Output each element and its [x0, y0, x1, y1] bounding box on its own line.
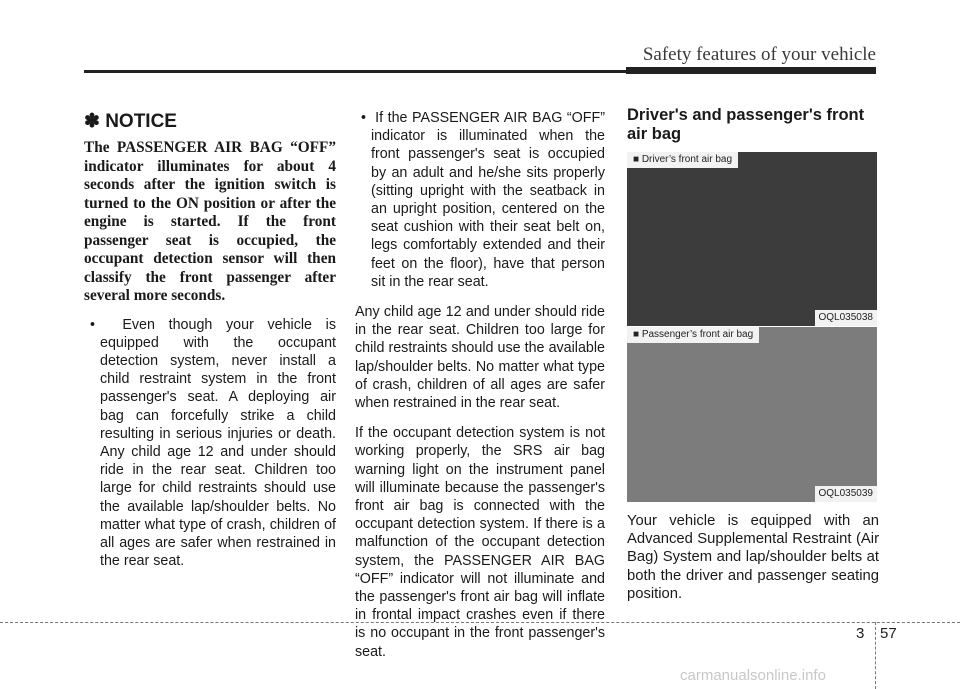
- page-number: 57: [880, 625, 897, 642]
- footer-divider: [875, 622, 877, 689]
- figure-passenger-air-bag: [627, 327, 877, 502]
- notice-body: The PASSENGER AIR BAG “OFF” indicator illuminates for about 4 seconds after the ignition switch is turned to the ON position or after the engine is started. If the front passenger seat is occupied, the occupant detection sensor will then classify the front passenger after several more seconds.: [84, 139, 336, 304]
- figure-code: OQL035039: [815, 486, 878, 502]
- notice-bullet-1: • Even though your vehicle is equipped with the occupant detection system, never install a child restraint system in the front passenger's seat. A deploying air bag can forcefully strike a child resulting in serious injuries or death. Any child age 12 and under should ride in the rear seat. Children too large for child restraints should use the available lap/shoulder belts. No matter what type of crash, children of all ages are safer when restrained in the rear seat.: [90, 316, 337, 570]
- column-right: [627, 106, 879, 615]
- paragraph-child-seating: Any child age 12 and under should ride in the rear seat. Children too large for child restraints should use the available lap/shoulder belts. No matter what type of crash, children of all ages are safer when restrained in the rear seat.: [355, 304, 605, 412]
- bullet-text: If the PASSENGER AIR BAG “OFF” indicator is illuminated when the front passenger's seat is occupied by an adult and he/she sits properly (sitting upright with the seatback in an upright position, centered on the seat cushion with their seat belt on, legs comfortably extended and their feet on the floor), have that person sit in the rear seat.: [371, 110, 605, 290]
- figure-code: OQL035038: [815, 310, 878, 326]
- section-body: Your vehicle is equipped with an Advanced Supplemental Restraint (Air Bag) System and lap/shoulder belts at both the driver and passenger seating position.: [627, 513, 879, 602]
- header-bar: [626, 67, 876, 74]
- paragraph-ods-malfunction: If the occupant detection system is not working properly, the SRS air bag warning light on the instrument panel will illuminate because the passenger's front air bag is connected with the occupant detection system. If there is a malfunction of the occupant detection system, the PASSENGER AIR BAG “OFF” indicator will not illuminate and the passenger's front air bag will inflate in frontal impact crashes even if there is no occupant in the front passenger's seat.: [355, 425, 605, 660]
- chapter-number: 3: [856, 625, 865, 642]
- figure-caption: ■ Driver’s front air bag: [627, 152, 738, 168]
- notice-heading: ✽ NOTICE: [84, 111, 177, 132]
- column-left: [84, 110, 336, 582]
- section-heading: Driver's and passenger's front air bag: [627, 106, 865, 143]
- bullet-text: Even though your vehicle is equipped with the occupant detection system, never install a child restraint system in the front passenger's seat. A deploying air bag can forcefully strike a child resulting in serious injuries or death. Any child age 12 and under should ride in the rear seat. Children too large for child restraints should use the available lap/shoulder belts. No matter what type of crash, children of all ages are safer when restrained in the rear seat.: [100, 316, 337, 570]
- figure-caption: ■ Passenger’s front air bag: [627, 327, 759, 343]
- running-header: Safety features of your vehicle: [642, 44, 876, 65]
- footer-rule: [0, 622, 960, 623]
- column-middle: [355, 110, 605, 673]
- notice-bullet-2: • If the PASSENGER AIR BAG “OFF” indicator is illuminated when the front passenger's seat is occupied by an adult and he/she sits properly (sitting upright with the seatback in an upright position, centered on the seat cushion with their seat belt on, legs comfortably extended and their feet on the floor), have that person sit in the rear seat.: [361, 110, 605, 290]
- figure-driver-air-bag: [627, 152, 877, 326]
- watermark: carmanualsonline.info: [680, 667, 826, 684]
